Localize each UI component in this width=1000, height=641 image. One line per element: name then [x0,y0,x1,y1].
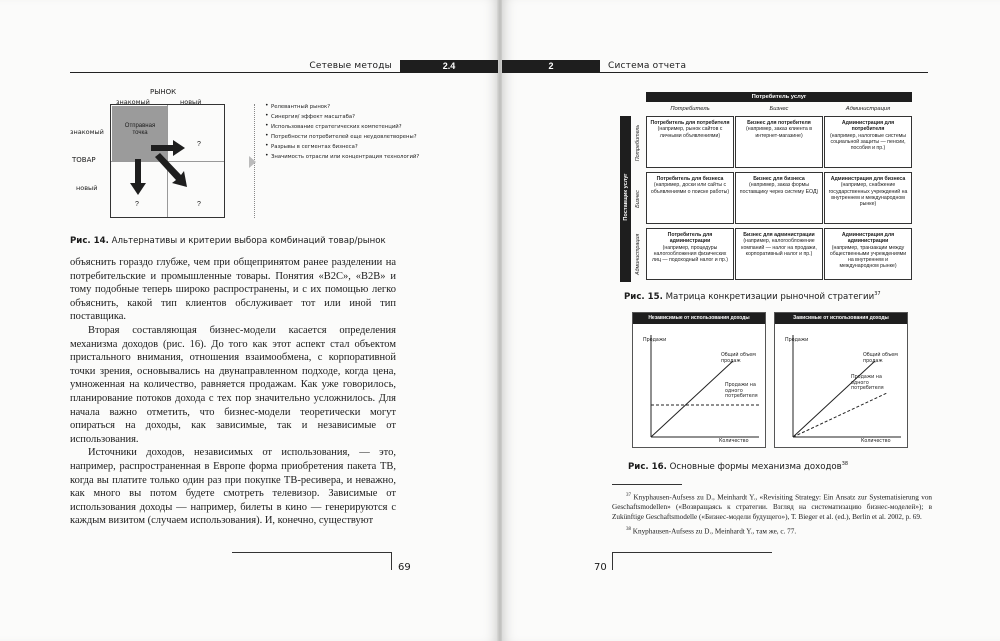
figure-16-caption-label: Рис. 16. [628,461,667,472]
row-new-label: новый [76,184,98,192]
arrow-right-icon [151,140,185,156]
criterion-item: • Потребности потребителей еще неудовлетворены? [265,134,434,140]
chart-title: Зависимые от использования доходы [775,313,907,324]
criteria-list-box [254,104,434,218]
total-sales-label: Общий объем продаж [863,353,898,364]
figure-15-caption [624,291,881,302]
running-head-section: 2.4 [400,60,498,73]
col-new-label: новый [180,98,202,106]
figure-15-caption-label: Рис. 15. [624,291,663,302]
total-sales-label: Общий объем продаж [721,353,756,364]
footnote-separator [612,484,682,485]
arrow-diagonal-icon [155,153,187,187]
figure-15-caption-sup: 37 [874,291,881,297]
total-sales-line [651,361,733,437]
product-market-matrix [110,104,225,218]
figure-16-caption-text: Основные формы механизма доходов [669,461,842,472]
side-label: Поставщик услуг [623,173,629,221]
figure-15 [612,92,912,282]
col-known-label: знакомый [116,98,150,106]
left-body-text [70,256,396,528]
paragraph: Источники доходов, независимых от использования, — это, например, распространенная в Европе форма приобретения пакета ТВ, когда вы платите только один раз при покупке ТВ-ресивера, и неважно, как много вы потом будете смотреть телевизор. Зависимые от использования доходы — например, билеты в кино — генерируются с каждым визитом (случаем использования). И, конечно, существуют [70,447,396,527]
matrix-cell: Администрация для потребителя (например, налоговые системы социальной защиты — пенсии, пособия и пр.) [824,116,912,168]
y-axis-label: Продажи [785,338,809,343]
matrix-cell: Потребитель для администрации (например, процедуры налогообложения физических лиц — подоходный налог и пр.) [646,228,734,280]
chart-title: Независимые от использования доходы [633,313,765,324]
triangle-pointer-icon [249,156,256,168]
per-unit-label: Продажи на одного потребителя [725,383,758,400]
running-head-right [502,60,928,73]
criterion-item: • Использование стратегических компетенций? [265,124,434,130]
per-unit-label: Продажи на одного потребителя [851,375,884,392]
matrix-cell: Бизнес для администрации (например, налогообложение компаний — налог на продажи, корпоративный налог и пр.) [735,228,823,280]
figure-14-caption [70,236,386,246]
running-head-title: Система отчета [608,61,687,71]
footnotes [612,484,932,540]
matrix-cell: Администрация для администрации (например, транзакции между общественными учреждениями на внутреннем и международном рынке) [824,228,912,280]
chart-usage-independent [632,312,766,448]
row-header: Потребитель [635,124,641,162]
criterion-item: • Значимость отрасли или концентрация технологий? [265,154,434,160]
column-header: Потребитель [670,106,710,112]
question-mark-2: ? [135,201,139,208]
chart-usage-dependent [774,312,908,448]
x-axis-label: Количество [861,439,891,444]
x-axis-label: Количество [719,439,749,444]
question-mark-1: ? [197,141,201,148]
figure-16-caption-sup: 38 [841,461,849,467]
criterion-item: • Разрывы в сегментах бизнеса? [265,144,434,150]
column-header: Бизнес [769,106,789,112]
matrix-header: Потребитель услуг [646,92,912,102]
matrix-side-bar [620,116,631,282]
running-head-chapter: 2 [502,60,600,73]
matrix-cell: Бизнес для потребителя (например, заказ клиента в интернет-магазине) [735,116,823,168]
y-axis-label: Продажи [643,338,667,343]
matrix-cell: Потребитель для потребителя (например, рынок сайтов с личными объявлениями) [646,116,734,168]
per-unit-sales-line [793,393,887,437]
figure-16-caption [628,461,848,472]
footnote: $^{37}$ Knyphausen-Aufsess zu D., Meinhardt Y., «Revisiting Strategy: Ein Ansatz zur Systematisierung von Geschaftsmodellen» («Возвращаясь к стратегии. Взгляд на систематизацию бизнес-моделей»); в Zukünftige Geschaftsmodelle («Бизнес-модели будущего»), T. Bieger et al. (ed.), Berlin et al. 2002, p. 69. [612,493,933,521]
question-mark-3: ? [197,201,201,208]
page-number-right: 70 [594,562,607,573]
figure-14 [70,88,470,228]
running-head-title: Сетевые методы [309,61,392,71]
matrix-arrows [111,105,224,217]
paragraph: объяснить гораздо глубже, чем при общепринятом ранее разделении на потребительские и промышленные товары. Понятия «B2C», «B2B» и тому подобные теперь широко распространены, и с их помощью легко объяснить, какой тип клиентов обслуживает тот или иной тип поставщика. [70,257,396,323]
total-sales-line [793,361,875,437]
page-number-left: 69 [398,562,411,573]
row-header: Администрация [635,233,641,275]
matrix-cell: Потребитель для бизнеса (например, доски или сайты с объявлениями о поиске работы) [646,172,734,224]
criterion-item: • Синергия/ эффект масштаба? [265,114,434,120]
row-header: Бизнес [635,190,641,208]
footer-rule-left [232,552,392,570]
figure-14-caption-label: Рис. 14. [70,236,109,246]
start-point-label: Отправная точка [124,123,156,136]
arrow-down-icon [130,159,146,195]
running-head-left [70,60,498,73]
column-header: Администрация [845,106,891,112]
axis-market-label: РЫНОК [150,88,177,96]
matrix-cell: Бизнес для бизнеса (например, заказ формы поставщику через систему ЕОД) [735,172,823,224]
row-known-label: знакомый [70,128,104,136]
figure-14-caption-text: Альтернативы и критерии выбора комбинаций товар/рынок [111,236,386,246]
footnote: $^{38}$ Knyphausen-Aufsess zu D., Meinhardt Y., там же, c. 77. [626,527,797,536]
figure-15-caption-text: Матрица конкретизации рыночной стратегии [665,291,875,302]
axis-product-label: ТОВАР [72,156,96,164]
criterion-item: • Релевантный рынок? [265,104,434,110]
footer-rule-right [612,552,772,570]
matrix-cell: Администрация для бизнеса (например, снабжение государственных учреждений на внутреннем и международном рынке) [824,172,912,224]
paragraph: Вторая составляющая бизнес-модели касается определения механизма доходов (рис. 16). До того как этот аспект стал объектом пристального внимания, отношения взаимообмена, с корпоративной точки зрения, основывались на двунаправленном подходе, когда цена, умноженная на количество, равняется продажам. Как уже говорилось, планирование потоков дохода с тех пор значительно усложнилось. Для начала важно отметить, что бизнес-модели теоретически могут опираться на доходы, как зависимые, так и независимые от использования. [70,324,396,445]
